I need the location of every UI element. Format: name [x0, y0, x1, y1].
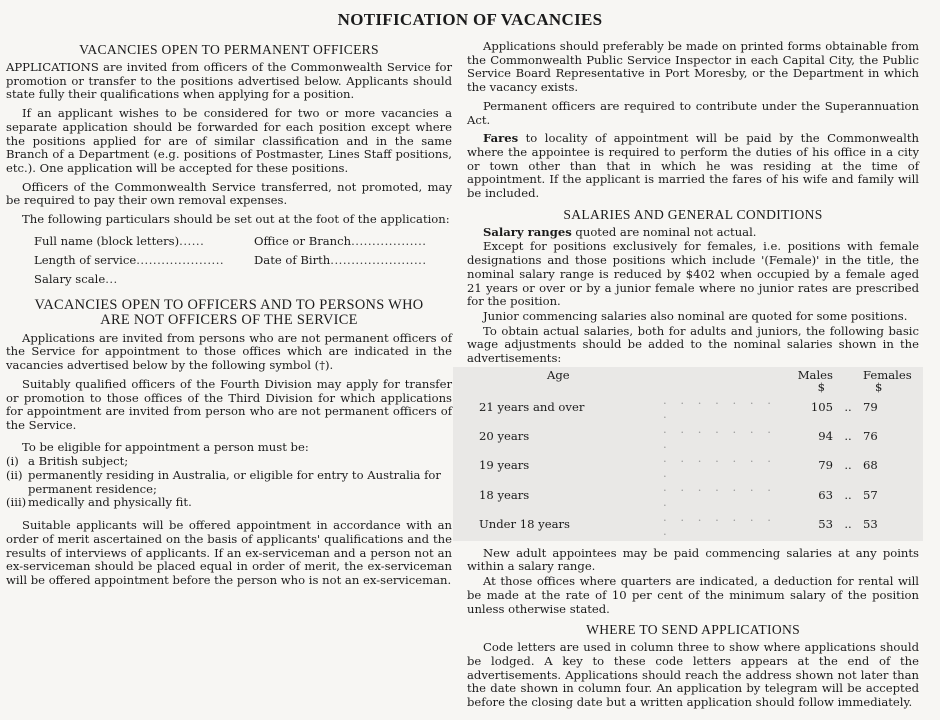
salary-label: Salary scale [34, 271, 106, 286]
dots: ....................... [330, 252, 427, 267]
wage-table [453, 367, 923, 541]
particulars-form [6, 232, 452, 289]
form-row [6, 270, 452, 289]
heading-where-to-send: WHERE TO SEND APPLICATIONS [586, 622, 800, 638]
heading-permanent-officers: VACANCIES OPEN TO PERMANENT OFFICERS [79, 42, 379, 57]
dots: ... [105, 271, 118, 286]
paragraph-particulars: The following particulars should be set out at the foot of the application: [22, 212, 450, 227]
form-row [6, 232, 452, 251]
paragraph-junior-salaries: Junior commencing salaries also nominal are quoted for some positions. [483, 308, 908, 323]
paragraph-printed-forms: Applications should preferably be made on printed forms obtainable from the Commonwealth Public Service Inspector in each Capital City, the Public Service Board Representative in Port Moresby, or the Department in which the vacancy exists. [467, 39, 919, 95]
list-item: (ii) permanently residing in Australia, or eligible for entry to Australia for permanent residence; [6, 468, 441, 496]
dots: .................. [351, 233, 427, 248]
list-item: (iii) medically and physically fit. [6, 495, 192, 510]
heading-salaries: SALARIES AND GENERAL CONDITIONS [563, 206, 823, 222]
table-header: Age Males Females [547, 367, 912, 382]
paragraph-superannuation: Permanent officers are required to contribute under the Superannuation Act. [467, 98, 919, 127]
eligibility-list [6, 455, 452, 510]
paragraph-fares: Fares to locality of appointment will be paid by the Commonwealth where the appointee is required to perform the duties of his office in a city or town other than that in which he was residing at the time of appointment. If the applicant is married the fares of his wife and family will be included. [467, 131, 919, 201]
table-row: 18 years . . . . . . . . 63 .. 57 [479, 480, 878, 509]
form-row [6, 251, 452, 270]
page-title: NOTIFICATION OF VACANCIES [337, 10, 603, 29]
paragraph-code-letters: Code letters are used in column three to show where applications should be lodged. A key to these code letters appears at the end of the advertisements. Applications should reach the address shown not later than the date shown in column four. An application by telegram will be accepted before the closing date but a written application should follow immediately. [467, 640, 919, 710]
paragraph-applications-invited: APPLICATIONS are invited from officers of the Commonwealth Service for promotion or transfer to the positions advertised below. Applicants should state fully their qualifications when applying for a position. [6, 60, 452, 102]
left-column [6, 40, 452, 593]
dob-label: Date of Birth [254, 252, 331, 267]
table-units: $ $ [817, 379, 883, 394]
table-row: 19 years . . . . . . . . 79 .. 68 [479, 451, 878, 480]
right-column [467, 40, 919, 715]
paragraph-fourth-division: Suitably qualified officers of the Fourth Division may apply for transfer or promotion to those offices of the Third Division for which applications for appointment are invited from person who are not permanent officers of the Service. [6, 376, 452, 432]
heading-open-to-persons [6, 298, 452, 328]
table-row: 20 years . . . . . . . . 94 .. 76 [479, 421, 878, 451]
paragraph-quarters: At those offices where quarters are indicated, a deduction for rental will be made at the rate of 10 per cent of the minimum salary of the position unless otherwise stated. [467, 574, 919, 616]
paragraph-persons-invited: Applications are invited from persons who are not permanent officers of the Service for appointment to those offices which are indicated in the vacancies advertised below by the following symbol (†). [6, 330, 452, 373]
paragraph-order-of-merit: Suitable applicants will be offered appointment in accordance with an order of merit ascertained on the basis of applicants' qualifications and the results of interviews of applicants. If an ex-serviceman and a person not an ex-serviceman should be placed equal in order of merit, the ex-serviceman will be offered appointment before the person who is not an ex-serviceman. [6, 518, 452, 587]
paragraph-female-positions: Except for positions exclusively for females, i.e. positions with female designations and those positions which include '(Female)' in the title, the nominal salary range is reduced by $402 when occupied by a female aged 21 years or over or by a junior female where no junior rates are prescribed for the position. [467, 239, 919, 309]
table-row: Under 18 years . . . . . . . . 53 .. 53 [479, 509, 878, 539]
list-item: (i) a British subject; [6, 454, 129, 469]
paragraph-removal-expenses: Officers of the Commonwealth Service transferred, not promoted, may be required to pay their own removal expenses. [6, 179, 452, 208]
length-label: Length of service [34, 252, 137, 267]
paragraph-wage-adjustments: To obtain actual salaries, both for adults and juniors, the following basic wage adjustments should be added to the nominal salaries shown in the advertisements: [467, 323, 919, 366]
dots: ...... [179, 233, 205, 248]
heading-line-1: VACANCIES OPEN TO OFFICERS AND TO PERSONS WHO [34, 296, 424, 313]
paragraph-salary-ranges: Salary ranges quoted are nominal not actual. [483, 224, 757, 239]
table-row: 21 years and over . . . . . . . . 105 .. 79 [479, 392, 878, 422]
paragraph-two-or-more: If an applicant wishes to be considered for two or more vacancies a separate application should be forwarded for each position except where the positions applied for are of similar classification and in the same Branch of a Department (e.g. positions of Postmaster, Lines Staff positions, etc.). One application will be accepted for these positions. [6, 106, 452, 175]
full-name-label: Full name (block letters) [34, 233, 180, 248]
heading-line-2: ARE NOT OFFICERS OF THE SERVICE [100, 311, 358, 328]
dots: ..................... [136, 252, 225, 267]
paragraph-new-appointees: New adult appointees may be paid commencing salaries at any points within a salary range. [467, 545, 919, 574]
paragraph-eligible: To be eligible for appointment a person must be: [22, 439, 309, 454]
office-label: Office or Branch [254, 233, 352, 248]
